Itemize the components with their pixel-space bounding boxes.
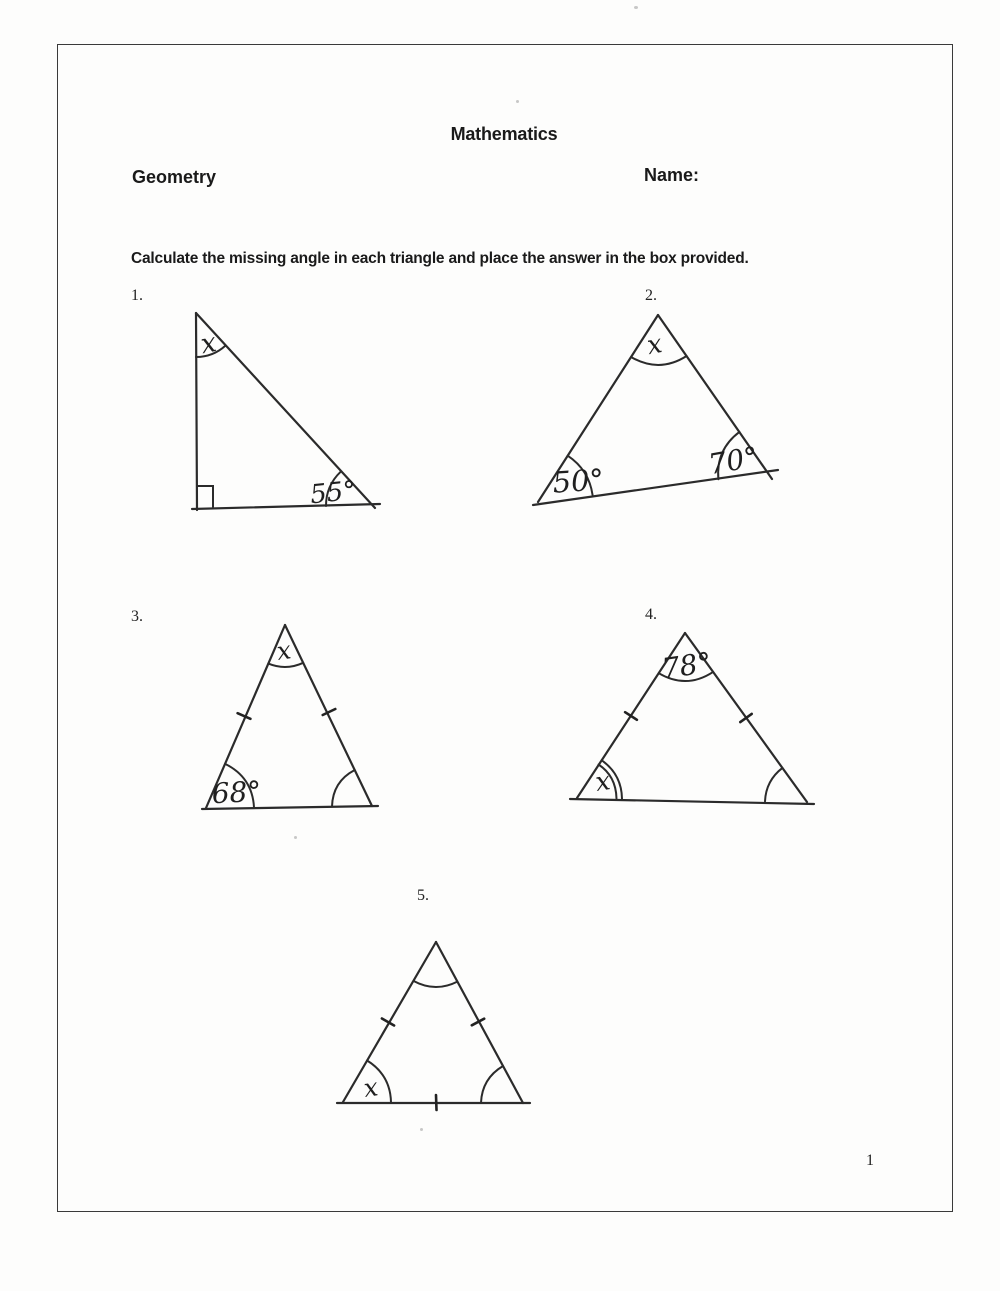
angle-arc-bottom-right xyxy=(332,770,355,807)
problem-5-number: 5. xyxy=(417,887,429,904)
course-label: Geometry xyxy=(132,167,217,187)
angle-arc-apex xyxy=(413,981,457,987)
angle-label-apex: x xyxy=(274,635,293,666)
triangle-left-side xyxy=(196,313,197,510)
angle-label-bottom-right: 55° xyxy=(308,475,358,511)
name-label: Name: xyxy=(644,165,700,185)
angle-label-bottom-left: 50° xyxy=(551,462,606,500)
side-tick-left xyxy=(625,712,637,720)
angle-label-apex: x xyxy=(644,329,665,362)
side-tick-bottom xyxy=(436,1095,437,1110)
problem-3-number: 3. xyxy=(131,608,143,625)
page-title: Mathematics xyxy=(450,124,558,144)
problem-4-figure xyxy=(550,600,850,835)
triangle-right-side xyxy=(285,625,372,806)
instructions-text: Calculate the missing angle in each triangle and place the answer in the box provided. xyxy=(131,250,749,267)
angle-label-apex: 78° xyxy=(659,645,714,686)
angle-label-bottom-right: 70° xyxy=(706,440,761,482)
triangle-bottom-side xyxy=(570,799,814,804)
problem-2-figure xyxy=(520,295,820,530)
problem-5-figure xyxy=(320,920,590,1135)
right-angle-marker xyxy=(197,486,213,507)
angle-label-bottom-left: x xyxy=(361,1072,380,1103)
side-tick-right xyxy=(740,714,751,722)
scan-speck xyxy=(516,100,519,103)
scan-speck xyxy=(294,836,297,839)
problem-1-figure xyxy=(130,295,420,530)
problem-2-number: 2. xyxy=(645,287,657,304)
angle-arc-bottom-right xyxy=(481,1066,503,1103)
angle-label-bottom-left: 68° xyxy=(210,774,263,811)
problem-1-number: 1. xyxy=(131,287,143,304)
angle-label-bottom-left: x xyxy=(593,766,613,798)
scan-speck xyxy=(634,6,638,9)
angle-arc-bottom-right xyxy=(765,768,782,801)
problem-4-number: 4. xyxy=(645,606,657,623)
problem-3-figure xyxy=(150,600,430,830)
angle-label-apex: x xyxy=(198,327,219,361)
page-number: 1 xyxy=(866,1152,874,1169)
